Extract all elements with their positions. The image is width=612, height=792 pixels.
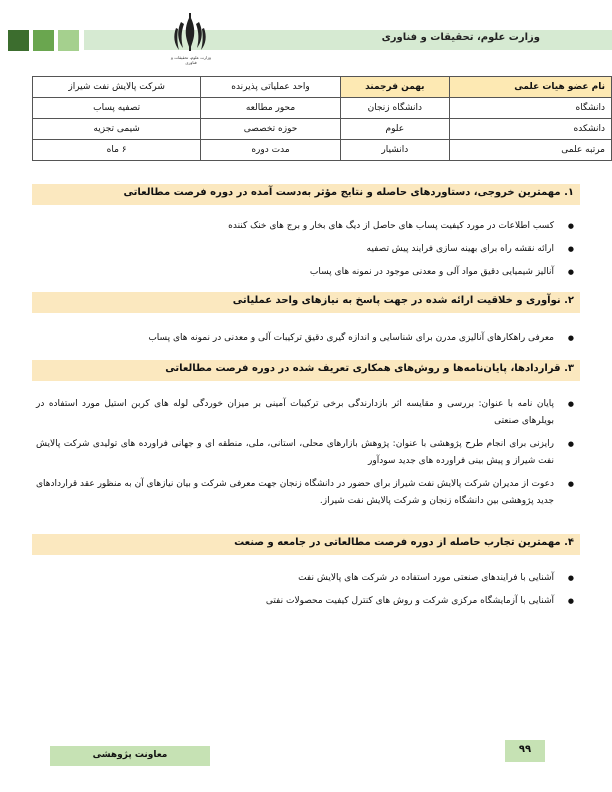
section-title: ۱. مهمترین خروجی، دستاوردهای حاصله و نتایج مؤثر به‌دست آمده در دوره فرصت مطالعاتی (123, 187, 574, 198)
innovation-list (36, 330, 576, 353)
table-cell: علوم (340, 119, 449, 140)
page-number-box (505, 740, 545, 762)
table-cell: واحد عملیاتی پذیرنده (201, 77, 341, 98)
table-cell: شیمی تجزیه (33, 119, 201, 140)
table-cell: دانشیار (340, 140, 449, 161)
footer-department-box (50, 746, 210, 766)
outputs-list (36, 218, 576, 287)
section-title: ۳. قراردادها، پایان‌نامه‌ها و روش‌های همکاری تعریف شده در دوره فرصت مطالعاتی (165, 363, 574, 374)
list-item: ● دعوت از مدیران شرکت پالایش نفت شیراز برای حضور در دانشگاه زنجان جهت معرفی شرکت و بیان نیازهای آن به منظور عقد قراردادهای جدید پژوهشی بین دانشگاه زنجان و شرکت پالایش نفت شیراز. (36, 476, 576, 510)
table-cell: دانشکده (449, 119, 611, 140)
table-cell: مدت دوره (201, 140, 341, 161)
section-heading-experiences (32, 534, 580, 555)
table-cell: نام عضو هیات علمی (449, 77, 611, 98)
table-cell: بهمن فرجمند (340, 77, 449, 98)
footer-department: معاونت پژوهشی (92, 750, 168, 760)
emblem-caption: وزارت علوم، تحقیقات و فناوری (171, 55, 211, 65)
list-item: ● آنالیز شیمیایی دقیق مواد آلی و معدنی موجود در نمونه های پساب (36, 264, 576, 281)
page-number: ۹۹ (518, 744, 532, 755)
list-item: ● آشنایی با فرایندهای صنعتی مورد استفاده در شرکت های پالایش نفت (36, 570, 576, 587)
table-cell: شرکت پالایش نفت شیراز (33, 77, 201, 98)
table-cell: دانشگاه (449, 98, 611, 119)
ministry-title: وزارت علوم، تحقیقات و فناوری (381, 32, 540, 43)
list-item: ● رایزنی برای انجام طرح پژوهشی با عنوان: پژوهش بازارهای محلی، استانی، ملی، منطقه ای و جهانی فراورده های تولیدی شرکت پالایش نفت شیراز و پیش بینی فراورده های جدید سودآور (36, 436, 576, 470)
section-heading-outputs (32, 184, 580, 205)
decor-square-dark (8, 30, 29, 51)
list-item: ● معرفی راهکارهای آنالیزی مدرن برای شناسایی و اندازه گیری دقیق ترکیبات آلی و معدنی در نمونه های پساب (36, 330, 576, 347)
table-cell: دانشگاه زنجان (340, 98, 449, 119)
contracts-list (36, 396, 576, 516)
table-row (33, 98, 612, 119)
table-row (33, 140, 612, 161)
decor-square-mid (33, 30, 54, 51)
section-title: ۲. نوآوری و خلاقیت ارائه شده در جهت پاسخ به نیازهای واحد عملیاتی (232, 295, 574, 306)
table-row (33, 77, 612, 98)
faculty-info-table (32, 76, 612, 161)
table-cell: تصفیه پساب (33, 98, 201, 119)
list-item: ● آشنایی با آزمایشگاه مرکزی شرکت و روش های کنترل کیفیت محصولات نفتی (36, 593, 576, 610)
section-title: ۴. مهمترین تجارب حاصله از دوره فرصت مطالعاتی در جامعه و صنعت (234, 537, 574, 548)
section-heading-innovation (32, 292, 580, 313)
experiences-list (36, 570, 576, 616)
table-row (33, 119, 612, 140)
decor-square-light (58, 30, 79, 51)
section-heading-contracts (32, 360, 580, 381)
table-cell: محور مطالعه (201, 98, 341, 119)
table-cell: حوزه تخصصی (201, 119, 341, 140)
list-item: ● کسب اطلاعات در مورد کیفیت پساب های حاصل از دیگ های بخار و برج های خنک کننده (36, 218, 576, 235)
table-cell: مرتبه علمی (449, 140, 611, 161)
table-cell: ۶ ماه (33, 140, 201, 161)
list-item: ● پایان نامه با عنوان: بررسی و مقایسه اثر بازدارندگی برخی ترکیبات آمینی بر میزان خوردگی لوله های کربن استیل مورد استفاده در بویلرهای صنعتی (36, 396, 576, 430)
list-item: ● ارائه نقشه راه برای بهینه سازی فرایند پیش تصفیه (36, 241, 576, 258)
